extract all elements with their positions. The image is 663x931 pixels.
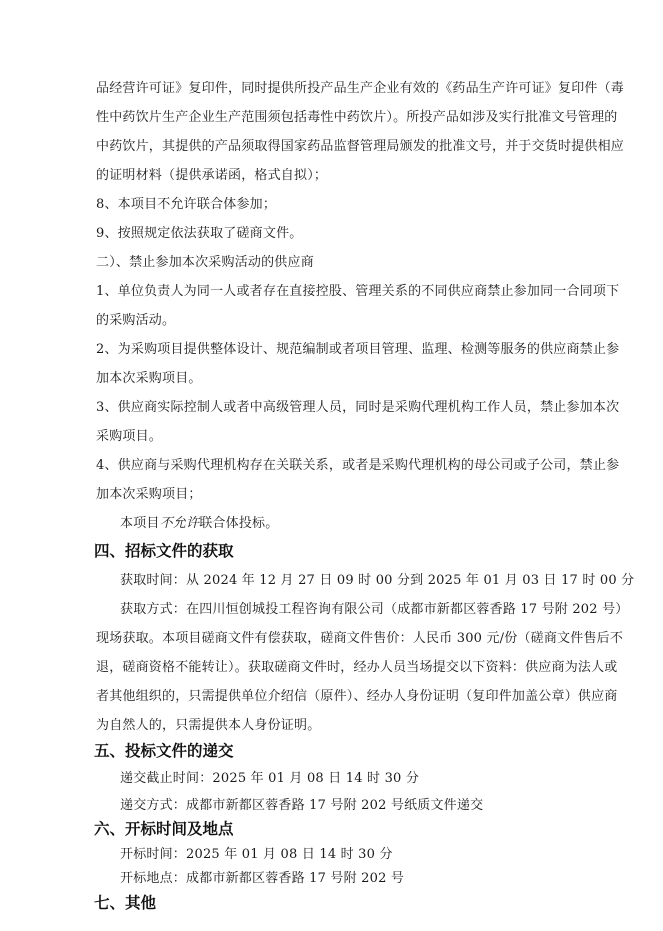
prohibition-rule-3-line: 3、供应商实际控制人或者中高级管理人员，同时是采购代理机构工作人员，禁止参加本次	[96, 400, 620, 415]
section-heading-4: 四、招标文件的获取	[94, 542, 234, 560]
prohibition-rule-3-line: 采购项目。	[96, 429, 163, 444]
acquisition-method-line: 获取方式：在四川恒创城投工程咨询有限公司（成都市新都区蓉香路 17 号附 202 号）	[120, 602, 629, 617]
consortium-note-emphasis: 不允许	[159, 516, 200, 531]
section-heading-5: 五、投标文件的递交	[94, 742, 234, 760]
prohibition-rule-4-line: 加本次采购项目；	[96, 487, 202, 502]
prohibition-rule-2-line: 加本次采购项目。	[96, 371, 202, 386]
consortium-note-suffix: 联合体投标。	[199, 516, 279, 531]
submission-deadline: 递交截止时间：2025 年 01 月 08 日 14 时 30 分	[120, 771, 420, 786]
opening-place: 开标地点：成都市新都区蓉香路 17 号附 202 号	[120, 871, 405, 886]
section-heading-6: 六、开标时间及地点	[94, 820, 234, 838]
submission-method: 递交方式：成都市新都区蓉香路 17 号附 202 号纸质文件递交	[120, 798, 484, 813]
consortium-note	[120, 515, 640, 533]
paragraph-line: 品经营许可证》复印件，同时提供所投产品生产企业有效的《药品生产许可证》复印件（毒	[96, 81, 625, 96]
acquisition-time: 获取时间：从 2024 年 12 月 27 日 09 时 00 分到 2025 年 01 月 03 日 17 时 00 分	[120, 573, 635, 588]
paragraph-line: 性中药饮片生产企业生产范围须包括毒性中药饮片）。所投产品如涉及实行批准文号管理的	[96, 110, 618, 125]
paragraph-line: 中药饮片，其提供的产品须取得国家药品监督管理局颁发的批准文号，并于交货时提供相应	[96, 139, 625, 154]
acquisition-method-line: 退，磋商资格不能转让）。获取磋商文件时，经办人员当场提交以下资料：供应商为法人或	[96, 660, 618, 675]
prohibition-rule-2-line: 2、为采购项目提供整体设计、规范编制或者项目管理、监理、检测等服务的供应商禁止参	[96, 342, 620, 357]
prohibition-rule-1-line: 的采购活动。	[96, 313, 176, 328]
section-heading-7: 七、其他	[94, 894, 157, 912]
acquisition-method-line: 为自然人的，只需提供本人身份证明。	[96, 718, 321, 733]
requirement-item-8: 8、本项目不允许联合体参加；	[96, 197, 277, 212]
requirement-item-9: 9、按照规定依法获取了磋商文件。	[96, 226, 303, 241]
opening-time: 开标时间：2025 年 01 月 08 日 14 时 30 分	[120, 847, 393, 862]
consortium-note-prefix: 本项目	[120, 516, 160, 531]
prohibition-rule-4-line: 4、供应商与采购代理机构存在关联关系，或者是采购代理机构的母公司或子公司，禁止参	[96, 458, 620, 473]
subsection-title: 二）、禁止参加本次采购活动的供应商	[96, 255, 314, 270]
acquisition-method-line: 者其他组织的，只需提供单位介绍信（原件）、经办人身份证明（复印件加盖公章）供应商	[96, 689, 618, 704]
paragraph-line: 的证明材料（提供承诺函，格式自拟）；	[96, 168, 328, 183]
acquisition-method-line: 现场获取。本项目磋商文件有偿获取，磋商文件售价：人民币 300 元/份（磋商文件售后不	[96, 631, 624, 646]
prohibition-rule-1-line: 1、单位负责人为同一人或者存在直接控股、管理关系的不同供应商禁止参加同一合同项下	[96, 284, 620, 299]
